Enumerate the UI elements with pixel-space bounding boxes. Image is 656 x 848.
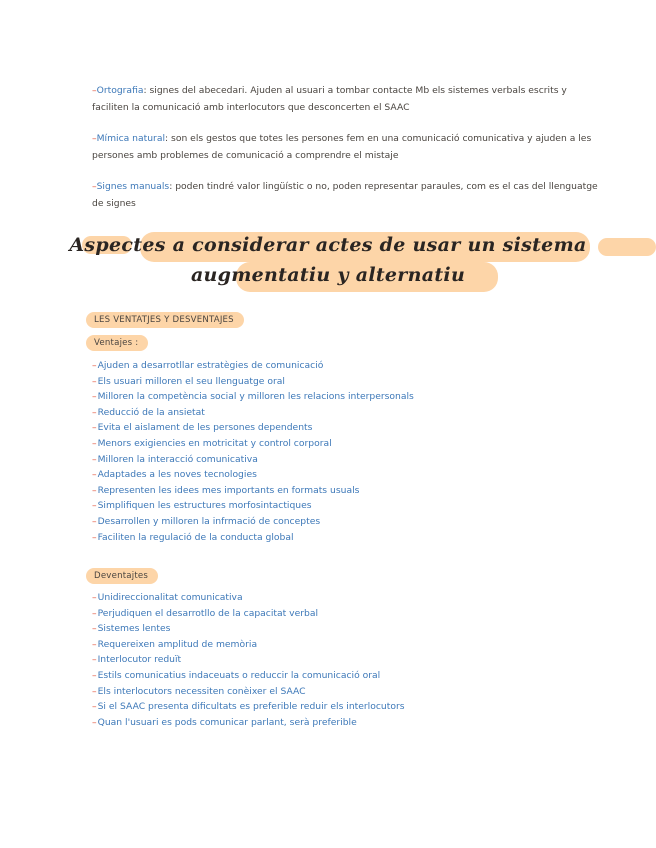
- disadvantages-list: [92, 590, 405, 730]
- list-item: –Unidireccionalitat comunicativa: [92, 592, 243, 603]
- list-item: –Interlocutor reduït: [92, 654, 182, 666]
- list-item: –Reducció de la ansietat: [92, 406, 205, 418]
- advantages-list: [92, 358, 414, 545]
- dash-bullet: –: [92, 685, 97, 697]
- dash-bullet: –: [92, 85, 97, 96]
- dash-bullet: –: [92, 406, 97, 418]
- dash-bullet: –: [92, 500, 97, 512]
- definition-mimica: [92, 130, 642, 164]
- dash-bullet: –: [92, 133, 97, 144]
- list-item: –Els interlocutors necessiten conèixer el SAAC: [92, 685, 306, 697]
- definition-term: Mímica natural: [96, 133, 166, 144]
- definition-text: : signes del abecedari. Ajuden al usuari a tombar contacte Mb els sistemes verbals escrits y: [143, 85, 567, 96]
- dash-bullet: –: [92, 515, 97, 527]
- dash-bullet: –: [92, 453, 97, 465]
- definition-text-2: faciliten la comunicació amb interlocutors que desconcerten el SAAC: [92, 102, 410, 113]
- dash-bullet: –: [92, 484, 97, 496]
- dash-bullet: –: [92, 592, 97, 603]
- list-item: –Faciliten la regulació de la conducta global: [92, 531, 294, 543]
- list-item: –Perjudiquen el desarrotllo de la capacitat verbal: [92, 607, 319, 619]
- disadvantages-label: Deventajtes: [86, 568, 158, 584]
- dash-bullet: –: [92, 623, 97, 635]
- dash-bullet: –: [92, 391, 97, 403]
- list-item: –Milloren la competència social y milloren les relacions interpersonals: [92, 391, 414, 403]
- definition-text: : poden tindré valor lingüístic o no, poden representar paraules, com es el cas del llenguatge: [169, 181, 598, 192]
- definition-ortografia: [92, 82, 642, 116]
- list-item: –Els usuari milloren el seu llenguatge oral: [92, 375, 285, 387]
- list-item: –Estils comunicatius indaceuats o reduccir la comunicació oral: [92, 669, 381, 681]
- list-item: –Desarrollen y milloren la infrmació de conceptes: [92, 515, 321, 527]
- list-item: –Simplifiquen les estructures morfosintactiques: [92, 500, 312, 512]
- dash-bullet: –: [92, 531, 97, 543]
- list-item: –Menors exigiencies en motricitat y control corporal: [92, 437, 332, 449]
- advantages-label: Ventajes :: [86, 335, 148, 351]
- list-item: –Requereixen amplitud de memòria: [92, 638, 258, 650]
- dash-bullet: –: [92, 422, 97, 434]
- list-item: –Si el SAAC presenta dificultats es preferible reduir els interlocutors: [92, 701, 405, 713]
- list-item: –Ajuden a desarrotllar estratègies de comunicació: [92, 360, 324, 371]
- section-label: LES VENTATJES Y DESVENTAJES: [86, 312, 244, 328]
- definition-text-2: persones amb problemes de comunicació a comprendre el mistaje: [92, 150, 399, 161]
- dash-bullet: –: [92, 638, 97, 650]
- list-item: –Sistemes lentes: [92, 623, 171, 635]
- definition-signes: [92, 178, 642, 212]
- dash-bullet: –: [92, 469, 97, 481]
- title-block: [0, 228, 656, 292]
- dash-bullet: –: [92, 181, 97, 192]
- list-item: –Quan l'usuari es pods comunicar parlant, serà preferible: [92, 716, 357, 728]
- page-title-line1: Aspectes a considerar actes de usar un sistema: [69, 234, 587, 256]
- dash-bullet: –: [92, 716, 97, 728]
- dash-bullet: –: [92, 375, 97, 387]
- dash-bullet: –: [92, 669, 97, 681]
- dash-bullet: –: [92, 607, 97, 619]
- definition-text: : son els gestos que totes les persones fem en una comunicació comunicativa y ajuden a les: [165, 133, 592, 144]
- list-item: –Milloren la interacció comunicativa: [92, 453, 258, 465]
- dash-bullet: –: [92, 437, 97, 449]
- list-item: –Adaptades a les noves tecnologies: [92, 469, 257, 481]
- dash-bullet: –: [92, 360, 97, 371]
- dash-bullet: –: [92, 701, 97, 713]
- list-item: –Representen les idees mes importants en formats usuals: [92, 484, 360, 496]
- definition-term: Ortografia: [96, 85, 144, 96]
- definition-term: Signes manuals: [96, 181, 170, 192]
- definition-text-2: de signes: [92, 198, 136, 209]
- page-title-line2: augmentatiu y alternatiu: [190, 264, 466, 286]
- list-item: –Evita el aislament de les persones dependents: [92, 422, 313, 434]
- dash-bullet: –: [92, 654, 97, 666]
